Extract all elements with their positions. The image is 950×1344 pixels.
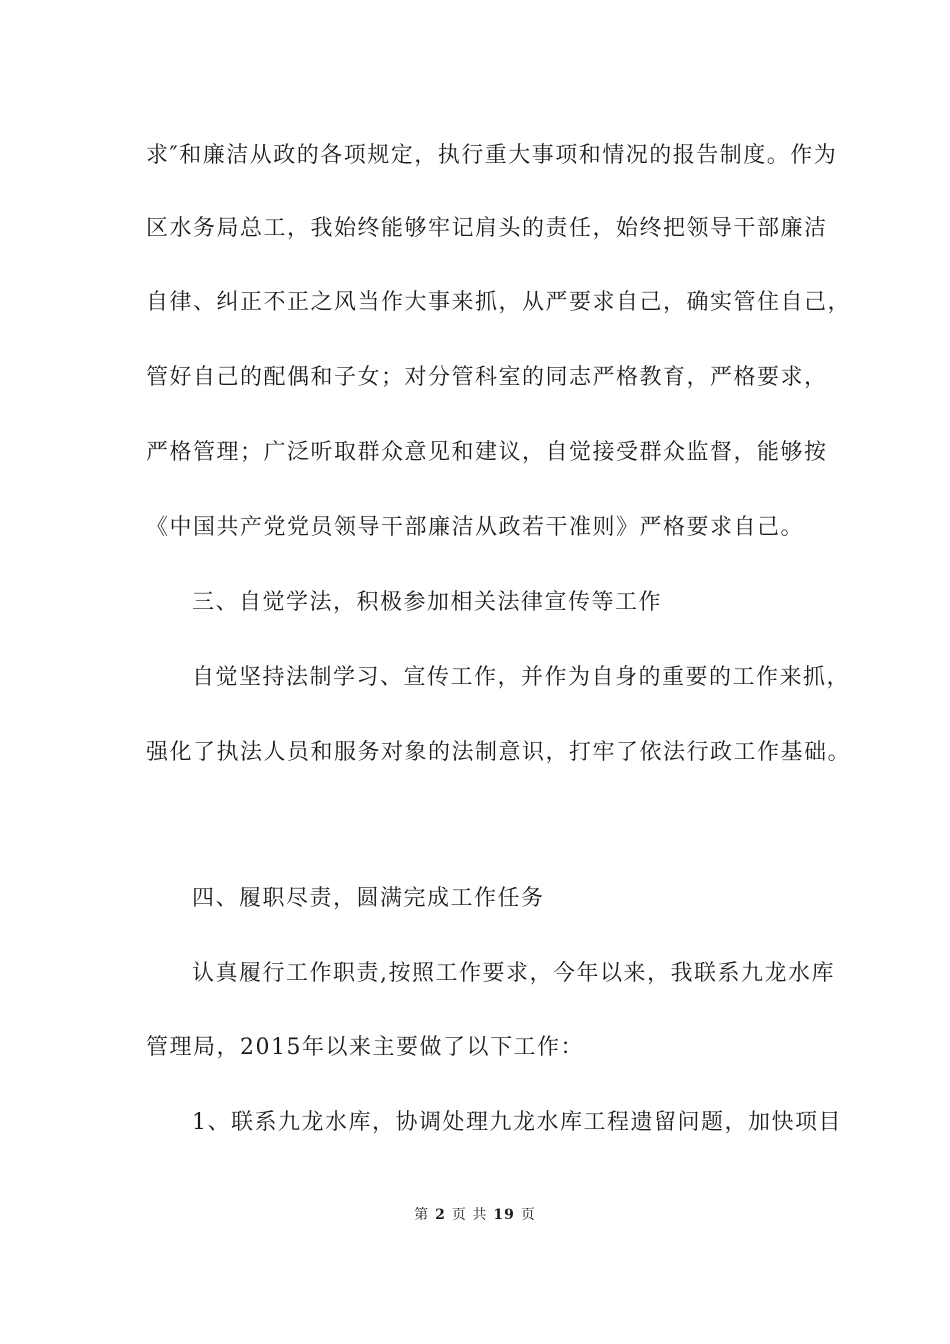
- body-line: 管好自己的配偶和子女；对分管科室的同志严格教育，严格要求，: [146, 365, 828, 390]
- total-pages-number: 19: [493, 1207, 515, 1223]
- current-page-number: 2: [435, 1207, 446, 1223]
- body-line: 强化了执法人员和服务对象的法制意识，打牢了依法行政工作基础。: [146, 740, 852, 765]
- body-line: 自觉坚持法制学习、宣传工作，并作为自身的重要的工作来抓，: [192, 665, 851, 690]
- body-line: 求″和廉洁从政的各项规定，执行重大事项和情况的报告制度。作为: [146, 143, 838, 168]
- body-line: 区水务局总工，我始终能够牢记肩头的责任，始终把领导干部廉洁: [146, 216, 828, 241]
- body-line: 《中国共产党党员领导干部廉洁从政若干准则》严格要求自己。: [146, 515, 805, 540]
- footer-prefix: 第: [414, 1207, 430, 1223]
- page-footer: [0, 1206, 950, 1224]
- body-line: 严格管理；广泛听取群众意见和建议，自觉接受群众监督，能够按: [146, 440, 828, 465]
- section-heading-3: 三、自觉学法，积极参加相关法律宣传等工作: [192, 590, 663, 615]
- body-line: 管理局，2015年以来主要做了以下工作：: [146, 1035, 584, 1060]
- footer-suffix: 页: [520, 1207, 536, 1223]
- footer-middle: 页 共: [451, 1207, 488, 1223]
- body-line: 认真履行工作职责,按照工作要求，今年以来，我联系九龙水库: [192, 961, 835, 986]
- body-line: 1、联系九龙水库，协调处理九龙水库工程遗留问题，加快项目: [192, 1110, 842, 1135]
- body-line: 自律、纠正不正之风当作大事来抓，从严要求自己，确实管住自己，: [146, 290, 852, 315]
- section-heading-4: 四、履职尽责，圆满完成工作任务: [192, 886, 545, 911]
